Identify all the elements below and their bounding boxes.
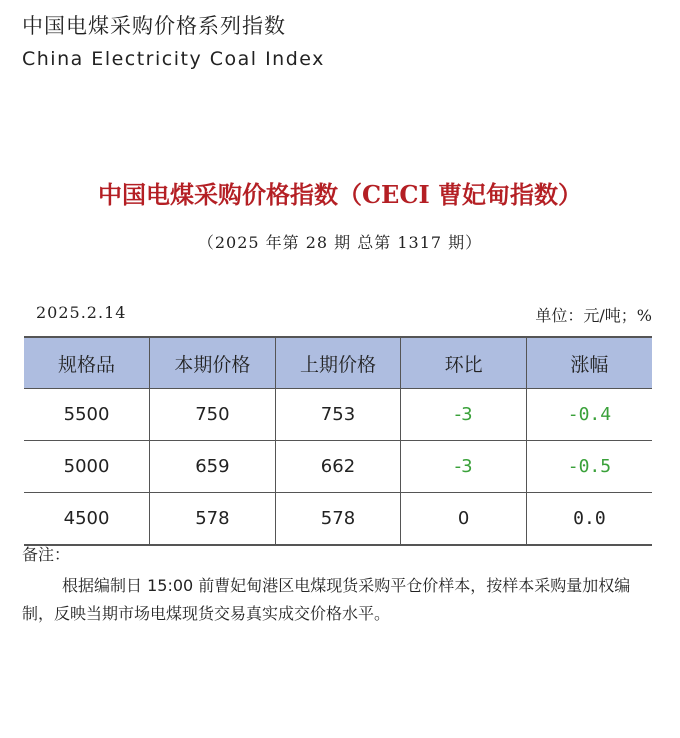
cell-change: -3 [401, 389, 527, 441]
report-title: 中国电煤采购价格指数（CECI 曹妃甸指数） [97, 180, 583, 209]
cell-current: 578 [150, 493, 276, 546]
report-date: 2025.2.14 [36, 303, 127, 322]
notes-text: 根据编制日 15:00 前曹妃甸港区电煤现货采购平仓价样本，按样本采购量加权编制，反映当期市场电煤现货交易真实成交价格水平。 [22, 576, 631, 623]
col-header-pct: 涨幅 [526, 337, 652, 389]
cell-pct: -0.4 [526, 389, 652, 441]
cell-spec: 5500 [24, 389, 150, 441]
cell-spec: 5000 [24, 441, 150, 493]
cell-pct: -0.5 [526, 441, 652, 493]
cell-current: 659 [150, 441, 276, 493]
col-header-current: 本期价格 [150, 337, 276, 389]
table-row [24, 493, 652, 546]
notes-label: 备注： [22, 545, 71, 564]
header-title-en: China Electricity Coal Index [22, 48, 325, 70]
cell-previous: 578 [275, 493, 401, 546]
cell-change: 0 [401, 493, 527, 546]
cell-spec: 4500 [24, 493, 150, 546]
cell-previous: 753 [275, 389, 401, 441]
cell-previous: 662 [275, 441, 401, 493]
col-header-change: 环比 [401, 337, 527, 389]
col-header-previous: 上期价格 [275, 337, 401, 389]
report-subtitle: （2025 年第 28 期 总第 1317 期） [197, 233, 483, 252]
table-row [24, 389, 652, 441]
cell-pct: 0.0 [526, 493, 652, 546]
unit-label: 单位：元/吨；% [535, 306, 652, 325]
col-header-spec: 规格品 [24, 337, 150, 389]
price-index-table [24, 336, 652, 546]
header-title-cn: 中国电煤采购价格系列指数 [22, 14, 286, 38]
table-row [24, 441, 652, 493]
table-header-row [24, 337, 652, 389]
cell-change: -3 [401, 441, 527, 493]
cell-current: 750 [150, 389, 276, 441]
